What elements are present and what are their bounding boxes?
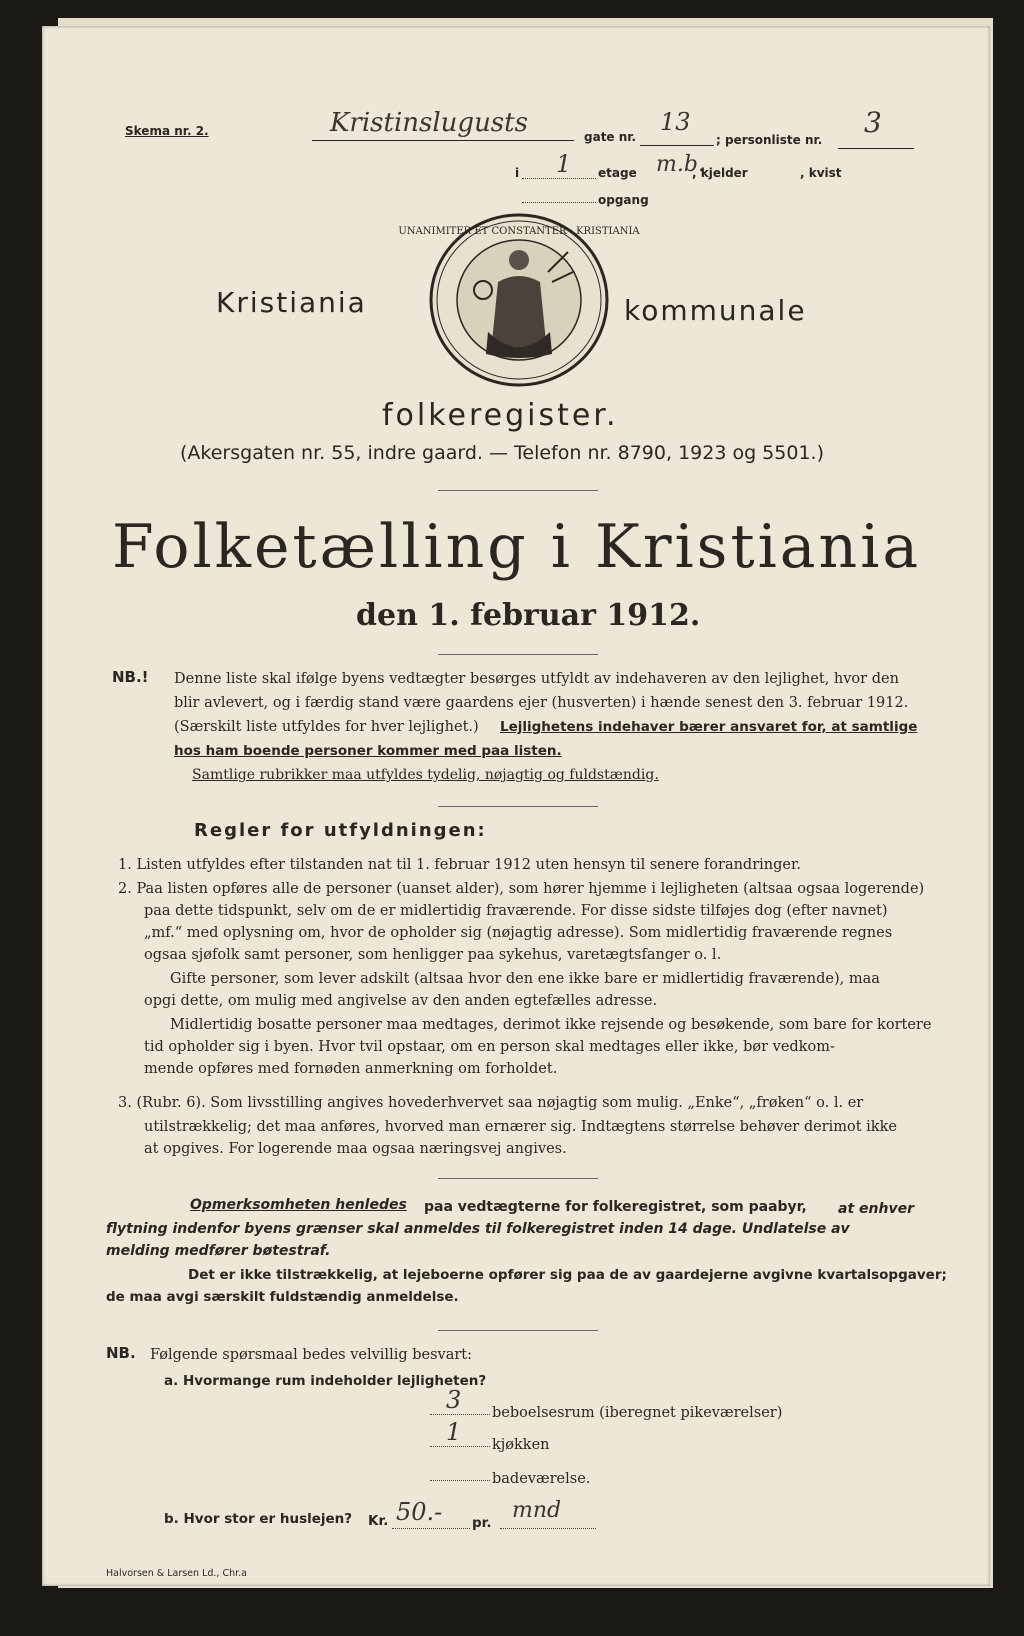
kvist-label: , kvist (800, 166, 842, 180)
nb1-line1: Denne liste skal ifølge byens vedtægter besørges utfyldt av indehaveren av den lejlighet, hvor den (174, 671, 899, 687)
per-dots (500, 1528, 596, 1529)
divider (438, 806, 598, 807)
org-left: Kristiania (216, 286, 367, 319)
questions-intro: Følgende spørsmaal bedes velvillig besvart: (150, 1347, 473, 1363)
opgang-dots (522, 202, 596, 203)
nb1-line4: hos ham boende personer kommer med paa listen. (174, 743, 562, 759)
gate-handwritten: 13 (660, 108, 691, 136)
divider (438, 1330, 598, 1331)
personliste-line (838, 148, 914, 149)
rule-2-line2: paa dette tidspunkt, selv om de er midlertidig fraværende. For disse sidste tilføjes dog (efter navnet) (144, 903, 888, 919)
opgang-label: opgang (598, 193, 649, 207)
bath-dots (430, 1480, 490, 1481)
kitchen-dots (430, 1446, 490, 1447)
bath-label: badeværelse. (492, 1471, 591, 1487)
nb1-line5: Samtlige rubrikker maa utfyldes tydelig, nøjagtig og fuldstændig. (192, 767, 659, 783)
rent-dots (392, 1528, 470, 1529)
rule-2-line1: 2. Paa listen opføres alle de personer (uanset alder), som hører hjemme i lejligheten (altsaa ogsaa logerende) (118, 881, 925, 897)
personliste-label: ; personliste nr. (716, 133, 823, 147)
nb1-line2: blir avlevert, og i færdig stand være gaardens ejer (husverten) i hænde senest den 3. februar 1912. (174, 695, 909, 711)
rule-2-line8: tid opholder sig i byen. Hvor tvil opstaar, om en person skal medtages eller ikke, bør vedkom- (144, 1039, 835, 1055)
question-b: b. Hvor stor er huslejen? (164, 1511, 353, 1527)
rule-1: 1. Listen utfyldes efter tilstanden nat til 1. februar 1912 uten hensyn til senere forandringer. (118, 857, 801, 873)
gate-line (640, 145, 714, 146)
personliste-handwritten: 3 (864, 106, 882, 139)
rule-2-line3: „mf.“ med oplysning om, hvor de opholder sig (nøjagtig adresse). Som midlertidig fraværende regnes (144, 925, 893, 941)
gate-label: gate nr. (584, 130, 637, 144)
etage-dots (522, 178, 596, 179)
kitchen-handwritten: 1 (446, 1418, 462, 1446)
rule-3-line3: at opgives. For logerende maa ogsaa næringsvej angives. (144, 1141, 567, 1157)
pr-label: pr. (472, 1515, 492, 1531)
org-line2: folkeregister. (382, 398, 619, 433)
notice-line2: flytning indenfor byens grænser skal anmeldes til folkeregistret inden 14 dage. Undlatelse av (106, 1221, 850, 1237)
kr-label: Kr. (368, 1513, 389, 1529)
rooms-dots (430, 1414, 490, 1415)
nb1-line3b: Lejlighetens indehaver bærer ansvaret for, at samtlige (500, 719, 918, 735)
rule-2-line4: ogsaa sjøfolk samt personer, som henligger paa sykehus, varetægtsfanger o. l. (144, 947, 722, 963)
rule-3-line2: utilstrækkelig; det maa anføres, hvorved man ernærer sig. Indtægtens størrelse behøver derimot ikke (144, 1119, 897, 1135)
divider (438, 1178, 598, 1179)
rooms-handwritten: 3 (446, 1386, 462, 1414)
nb1-line3a: (Særskilt liste utfyldes for hver lejlighet.) (174, 719, 479, 735)
notice-line1a: Opmerksomheten henledes (190, 1197, 407, 1213)
notice-line5: de maa avgi særskilt fuldstændig anmeldelse. (106, 1289, 459, 1305)
i-label: i (515, 166, 520, 180)
org-address: (Akersgaten nr. 55, indre gaard. — Telefon nr. 8790, 1923 og 5501.) (180, 442, 824, 464)
skema-label: Skema nr. 2. (125, 124, 209, 138)
notice-line4: Det er ikke tilstrækkelig, at lejeboerne opfører sig paa de av gaardejerne avgivne kvartalsopgaver; (188, 1267, 947, 1283)
etage-label: etage (598, 166, 637, 180)
etage-number-handwritten: 1 (556, 150, 572, 178)
rule-2-line9: mende opføres med fornøden anmerkning om forholdet. (144, 1061, 558, 1077)
street-line (312, 140, 574, 141)
per-handwritten: mnd (512, 1498, 562, 1523)
seal-inscription: UNANIMITER ET CONSTANTER · KRISTIANIA (398, 226, 640, 237)
rule-2-line6: opgi dette, om mulig med angivelse av den anden egtefælles adresse. (144, 993, 658, 1009)
rule-2-line5: Gifte personer, som lever adskilt (altsaa hvor den ene ikke bare er midlertidig fraværende), maa (170, 971, 880, 987)
rent-handwritten: 50.- (396, 1498, 443, 1526)
divider (438, 654, 598, 655)
notice-line1c: at enhver (838, 1201, 914, 1217)
kjelder-label: , kjelder (692, 166, 748, 180)
nb1-label: NB.! (112, 668, 149, 686)
kitchen-label: kjøkken (492, 1437, 550, 1453)
street-handwritten: Kristinslugusts (330, 108, 528, 138)
etage-handwritten: m.b. (656, 152, 705, 177)
kristiania-seal-icon (398, 212, 640, 388)
org-right: kommunale (624, 294, 807, 327)
printer-credit: Halvorsen & Larsen Ld., Chr.a (106, 1568, 247, 1579)
page-date: den 1. februar 1912. (356, 598, 701, 633)
rooms-label: beboelsesrum (iberegnet pikeværelser) (492, 1405, 783, 1421)
questions-nb: NB. (106, 1344, 136, 1362)
rules-heading: Regler for utfyldningen: (194, 820, 487, 841)
rule-3-line1: 3. (Rubr. 6). Som livsstilling angives hovederhvervet saa nøjagtig som mulig. „Enke“, „frøken“ o. l. er (118, 1095, 864, 1111)
notice-line3: melding medfører bøtestraf. (106, 1243, 331, 1259)
notice-line1b: paa vedtægterne for folkeregistret, som paabyr, (424, 1199, 807, 1215)
rule-2-line7: Midlertidig bosatte personer maa medtages, derimot ikke rejsende og besøkende, som bare for kortere (170, 1017, 932, 1033)
divider (438, 490, 598, 491)
question-a: a. Hvormange rum indeholder lejligheten? (164, 1373, 487, 1389)
page-title: Folketælling i Kristiania (112, 512, 922, 582)
